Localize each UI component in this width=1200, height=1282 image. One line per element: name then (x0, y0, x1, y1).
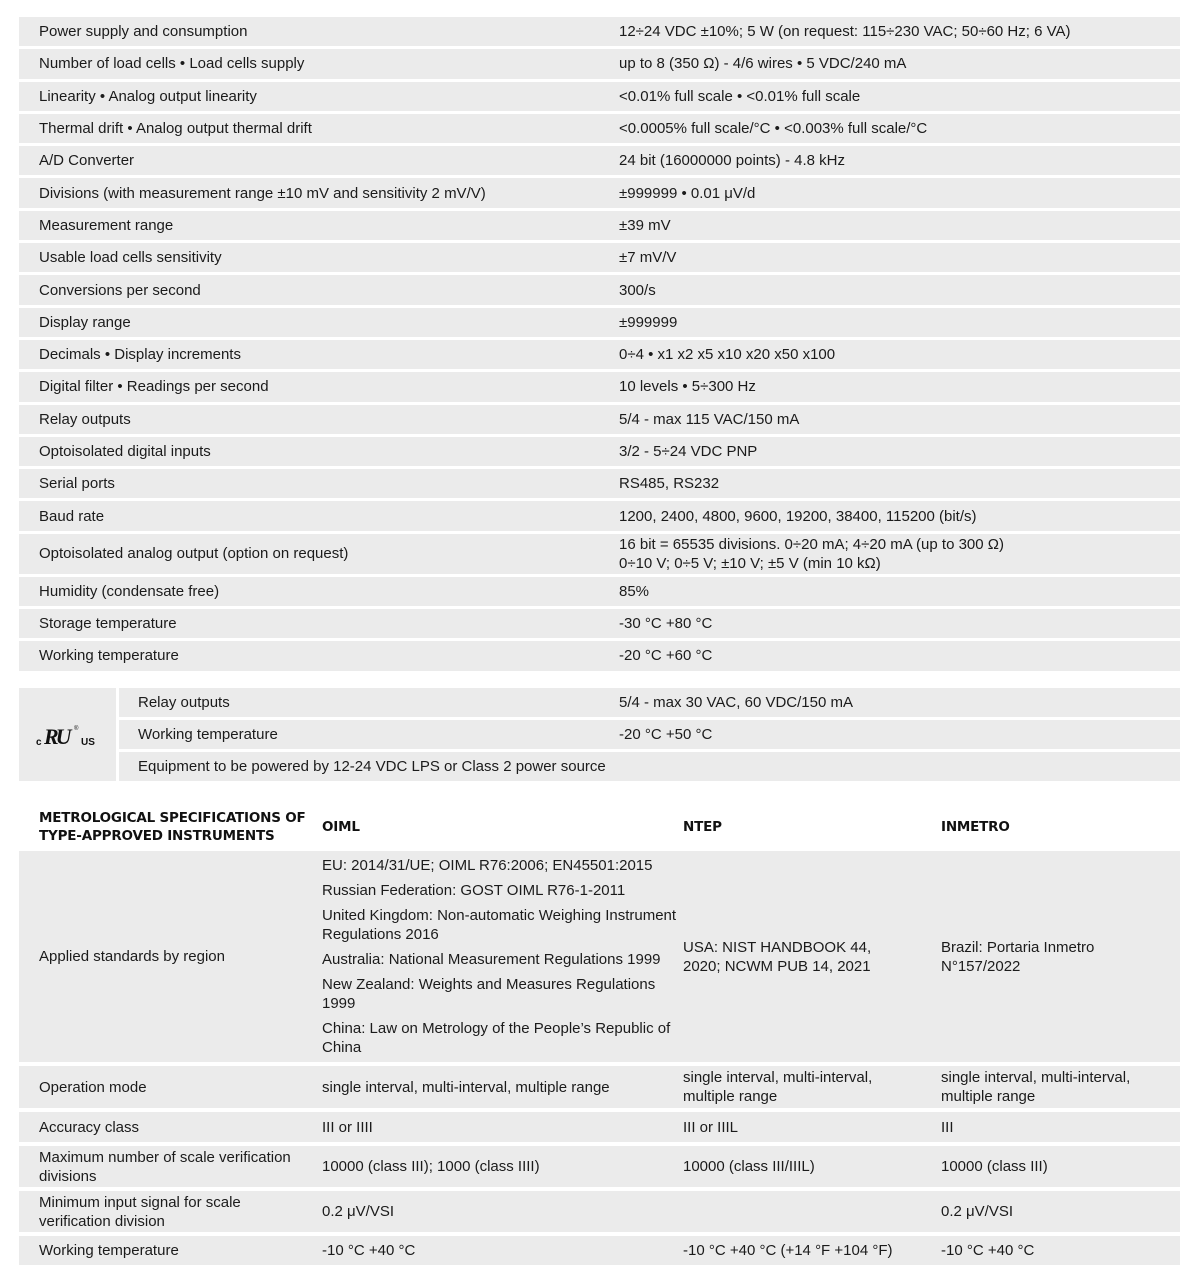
spec-value: -20 °C +60 °C (619, 647, 713, 665)
inmetro-value: -10 °C +40 °C (941, 1242, 1035, 1259)
metrological-row (19, 1146, 1180, 1187)
standard-item: United Kingdom: Non-automatic Weighing Instrument Regulations 2016 (322, 906, 677, 943)
inmetro-value: III (941, 1118, 954, 1136)
ul-rows (119, 688, 1180, 781)
cul-us-logo (35, 722, 101, 748)
ul-value: -20 °C +50 °C (619, 726, 713, 743)
metrological-title-line: TYPE-APPROVED INSTRUMENTS (39, 828, 275, 844)
spec-row (19, 17, 1180, 46)
ul-note-row (119, 752, 1180, 781)
spec-value: ±39 mV (619, 216, 671, 234)
ul-note: Equipment to be powered by 12-24 VDC LPS or Class 2 power source (138, 758, 606, 775)
spec-label: Conversions per second (39, 281, 201, 299)
metrological-specs-table (19, 806, 1180, 1265)
oiml-value: 10000 (class III); 1000 (class IIII) (322, 1158, 540, 1175)
ul-logo-reg: ® (73, 725, 78, 732)
oiml-value: single interval, multi-interval, multiple range (322, 1078, 610, 1096)
spec-row (19, 340, 1180, 369)
spec-value: ±7 mV/V (619, 249, 677, 267)
spec-label: Divisions (with measurement range ±10 mV and sensitivity 2 mV/V) (39, 184, 486, 202)
spec-value: 0÷4 • x1 x2 x5 x10 x20 x50 x100 (619, 346, 836, 364)
metrological-row-standards (19, 851, 1180, 1062)
oiml-value: -10 °C +40 °C (322, 1242, 416, 1259)
metrological-row (19, 1236, 1180, 1265)
spec-value: RS485, RS232 (619, 475, 720, 493)
standard-item: Russian Federation: GOST OIML R76-1-2011 (322, 881, 626, 899)
spec-label: Decimals • Display increments (39, 346, 241, 364)
metrological-label: Accuracy class (39, 1118, 140, 1136)
spec-row (19, 437, 1180, 466)
spec-row (19, 372, 1180, 401)
spec-row (19, 469, 1180, 498)
spec-row (19, 501, 1180, 530)
spec-row (19, 114, 1180, 143)
metrological-title (19, 809, 322, 845)
spec-label: Storage temperature (39, 615, 177, 633)
ul-row (119, 720, 1180, 749)
ul-certification-block (19, 688, 1180, 781)
spec-value-line: 0÷10 V; 0÷5 V; ±10 V; ±5 V (min 10 kΩ) (619, 554, 881, 572)
ul-label: Working temperature (138, 726, 278, 743)
ul-logo-cell (19, 688, 116, 781)
spec-label: Power supply and consumption (39, 23, 248, 41)
inmetro-standards: Brazil: Portaria Inmetro N°157/2022 (941, 938, 1095, 975)
inmetro-value: 0.2 μV/VSI (941, 1203, 1014, 1220)
standard-item: New Zealand: Weights and Measures Regulations 1999 (322, 975, 656, 1012)
metrological-title-line: METROLOGICAL SPECIFICATIONS OF (39, 810, 306, 826)
metrological-label: Working temperature (39, 1242, 179, 1259)
metrological-row (19, 1191, 1180, 1232)
spec-label: Working temperature (39, 647, 179, 665)
oiml-standards-list (322, 851, 683, 1063)
ntep-value: single interval, multi-interval, multiple range (683, 1069, 873, 1105)
spec-value: ±999999 • 0.01 μV/d (619, 184, 756, 202)
standard-item: Australia: National Measurement Regulations 1999 (322, 950, 661, 968)
spec-value: 12÷24 VDC ±10%; 5 W (on request: 115÷230 VAC; 50÷60 Hz; 6 VA) (619, 23, 1071, 41)
ntep-value: III or IIIL (683, 1118, 739, 1136)
spec-label: Measurement range (39, 216, 174, 234)
spec-label: Usable load cells sensitivity (39, 249, 222, 267)
spec-value: 5/4 - max 115 VAC/150 mA (619, 410, 800, 428)
column-header-inmetro: INMETRO (941, 819, 1010, 835)
spec-value: ±999999 (619, 313, 678, 331)
spec-label: Display range (39, 313, 131, 331)
metrological-label: Operation mode (39, 1078, 147, 1096)
spec-value: <0.0005% full scale/°C • <0.003% full scale/°C (619, 120, 928, 138)
spec-label: Relay outputs (39, 410, 131, 428)
spec-label: Baud rate (39, 507, 105, 525)
spec-value: 10 levels • 5÷300 Hz (619, 378, 756, 396)
spec-row (19, 178, 1180, 207)
ntep-standards: USA: NIST HANDBOOK 44, 2020; NCWM PUB 14, 2021 (683, 938, 872, 975)
spec-row (19, 211, 1180, 240)
inmetro-value: single interval, multi-interval, multiple range (941, 1069, 1131, 1105)
ul-logo-us: US (80, 736, 95, 748)
spec-row (19, 308, 1180, 337)
inmetro-value: 10000 (class III) (941, 1158, 1048, 1175)
spec-value: -30 °C +80 °C (619, 615, 713, 633)
technical-specs-table (19, 17, 1180, 674)
spec-row (19, 577, 1180, 606)
standard-item: EU: 2014/31/UE; OIML R76:2006; EN45501:2015 (322, 856, 653, 874)
spec-label: Digital filter • Readings per second (39, 378, 269, 396)
spec-value: 300/s (619, 281, 656, 299)
oiml-value: 0.2 μV/VSI (322, 1203, 395, 1220)
spec-value: 24 bit (16000000 points) - 4.8 kHz (619, 152, 845, 170)
spec-value: 3/2 - 5÷24 VDC PNP (619, 443, 758, 460)
spec-label: Serial ports (39, 475, 115, 493)
spec-label: A/D Converter (39, 152, 135, 170)
ul-logo-c: c (35, 736, 42, 748)
metrological-row (19, 1112, 1180, 1142)
spec-value: <0.01% full scale • <0.01% full scale (619, 87, 861, 105)
spec-row (19, 82, 1180, 111)
spec-value: 85% (619, 582, 650, 600)
ul-value: 5/4 - max 30 VAC, 60 VDC/150 mA (619, 694, 853, 711)
column-header-ntep: NTEP (683, 819, 722, 835)
column-header-oiml: OIML (322, 819, 360, 835)
standard-item: China: Law on Metrology of the People’s Republic of China (322, 1019, 671, 1056)
spec-row (19, 405, 1180, 434)
spec-row (19, 641, 1180, 670)
metrological-row (19, 1066, 1180, 1108)
metrological-label: Applied standards by region (39, 948, 225, 965)
spec-row (19, 534, 1180, 574)
metrological-header (19, 806, 1180, 848)
spec-row (19, 243, 1180, 272)
spec-value: up to 8 (350 Ω) - 4/6 wires • 5 VDC/240 mA (619, 55, 907, 73)
ul-logo-mark: RU (43, 723, 69, 748)
spec-value-line: 16 bit = 65535 divisions. 0÷20 mA; 4÷20 mA (up to 300 Ω) (619, 535, 1004, 553)
spec-row (19, 146, 1180, 175)
ntep-value: -10 °C +40 °C (+14 °F +104 °F) (683, 1242, 893, 1259)
spec-row (19, 49, 1180, 78)
spec-label: Thermal drift • Analog output thermal drift (39, 120, 312, 138)
spec-label: Humidity (condensate free) (39, 582, 220, 600)
spec-row (19, 609, 1180, 638)
spec-value: 1200, 2400, 4800, 9600, 19200, 38400, 115200 (bit/s) (619, 507, 977, 525)
spec-label: Linearity • Analog output linearity (39, 87, 257, 105)
metrological-label: Minimum input signal for scale verification division (39, 1193, 241, 1230)
oiml-value: III or IIII (322, 1118, 373, 1136)
ul-row (119, 688, 1180, 717)
spec-value (619, 535, 1180, 573)
metrological-label: Maximum number of scale verification divisions (39, 1148, 291, 1185)
spec-row (19, 275, 1180, 304)
ntep-value: 10000 (class III/IIIL) (683, 1158, 815, 1175)
spec-label: Optoisolated digital inputs (39, 443, 211, 460)
ul-label: Relay outputs (138, 694, 230, 711)
spec-label: Number of load cells • Load cells supply (39, 55, 305, 73)
spec-label: Optoisolated analog output (option on request) (39, 545, 349, 563)
